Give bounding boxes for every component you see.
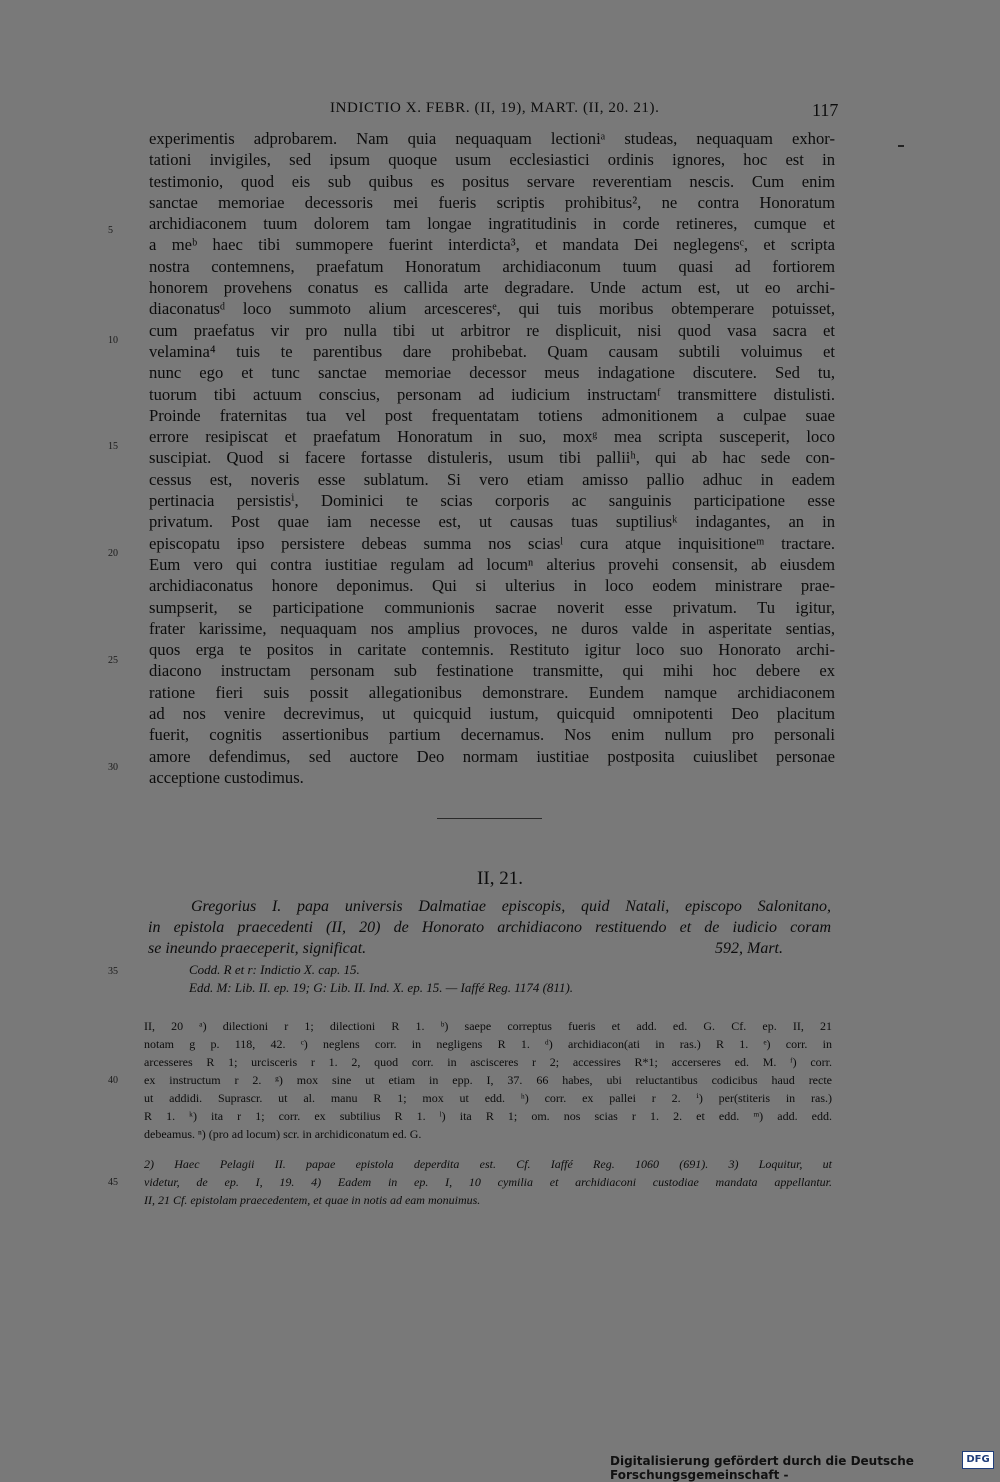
text-line: archidiaconem tuum dolorem tam longae ingratitudinis in corde retineres, cumque et	[149, 214, 835, 234]
summary-line: in epistola praecedenti (II, 20) de Honorato archidiacono restituendo et de iudicio coram	[148, 919, 831, 936]
dfg-logo: DFG	[962, 1451, 994, 1469]
running-title: INDICTIO X. FEBR. (II, 19), MART. (II, 20. 21).	[330, 100, 660, 116]
text-line: diacono instructam personam sub festinatione transmitte, qui mihi hoc debere ex	[149, 661, 835, 681]
text-line: acceptione custodimus.	[149, 767, 304, 787]
text-line: frater karissime, nequaquam nos amplius provoces, ne duros valde in asperitate sentias,	[149, 618, 835, 638]
text-line: diaconatusᵈ loco summoto alium arcesceresᵉ, qui tuis moribus obtemperare potuisset,	[149, 299, 835, 319]
text-line: ratione fieri suis possit allegationibus demonstrare. Eundem namque archidiaconem	[149, 682, 835, 702]
text-line: Proinde fraternitas tua vel post frequentatam totiens admonitionem a culpae suae	[149, 405, 835, 425]
apparatus-line: arcesseres R 1; urcisceris r 1. 2, quod corr. in ascisceres r 2; accessires R*1; accerseres ed. M. ᶠ) corr.	[144, 1055, 832, 1069]
text-line: sumpserit, se participatione communionis sacrae noverit esse privatum. Tu igitur,	[149, 597, 835, 617]
text-line: Eum vero qui contra iustitiae regulam ad locumⁿ alterius provehi consensit, ab eiusdem	[149, 554, 835, 574]
text-line: nunc ego et tunc sanctae memoriae decessor meus indagatione discutere. Sed tu,	[149, 363, 835, 383]
line-number: 40	[108, 1075, 118, 1086]
apparatus-line: ex instructum r 2. ᵍ) mox sine ut etiam in epp. I, 37. 66 habes, ubi reluctantibus codicibus haud recte	[144, 1073, 832, 1087]
footnote-line: videtur, de ep. I, 19. 4) Eadem in ep. I, 10 cymilia et archidiaconi custodiae mandata appellantur.	[144, 1175, 832, 1189]
text-line: amore defendimus, sed auctore Deo normam iustitiae postposita cuiuslibet personae	[149, 746, 835, 766]
summary-line: se ineundo praeceperit, significat.	[148, 940, 367, 957]
line-number: 15	[108, 441, 118, 452]
text-line: pertinacia persistisⁱ, Dominici te scias corporis ac sanguinis participatione esse	[149, 491, 835, 511]
main-text	[149, 128, 835, 788]
line-number: 10	[108, 335, 118, 346]
text-line: errore resipiscat et praefatum Honoratum in suo, moxᵍ mea scripta susceperit, loco	[149, 427, 835, 447]
letter-date: 592, Mart.	[715, 940, 783, 957]
footnote-line: II, 21 Cf. epistolam praecedentem, et quae in notis ad eam monuimus.	[144, 1193, 481, 1207]
text-line: a meᵇ haec tibi summopere fuerint interdicta³, et mandata Dei neglegensᶜ, et scripta	[149, 235, 835, 255]
page-number: 117	[812, 100, 839, 120]
line-number: 35	[108, 966, 118, 977]
text-line: privatum. Post quae iam necesse est, ut causas tuas suptiliusᵏ indagantes, an in	[149, 512, 835, 532]
line-number: 25	[108, 655, 118, 666]
text-line: suscipiat. Quod si facere fortasse distuleris, usum tibi palliiʰ, qui ab hac sede con-	[149, 448, 835, 468]
apparatus-line: debeamus. ⁿ) (pro ad locum) scr. in archidiconatum ed. G.	[144, 1127, 422, 1141]
summary-line: Gregorius I. papa universis Dalmatiae episcopis, quid Natali, episcopo Salonitano,	[191, 898, 831, 915]
footnote-line: 2) Haec Pelagii II. papae epistola deperdita est. Cf. Iaffé Reg. 1060 (691). 3) Loquitur, ut	[144, 1157, 832, 1171]
text-line: fuerit, cognitis assertionibus partium decernamus. Nos enim nullum pro personali	[149, 725, 835, 745]
apparatus-line: ut addidi. Suprascr. ut al. manu R 1; mox ut edd. ʰ) corr. ex pallei r 2. ⁱ) per(stiteris in ras.)	[144, 1091, 832, 1105]
text-line: experimentis adprobarem. Nam quia nequaquam lectioniᵃ studeas, nequaquam exhor-	[149, 129, 835, 148]
section-divider	[437, 818, 542, 819]
line-number: 30	[108, 762, 118, 773]
scan-mark	[898, 145, 904, 147]
section-summary	[148, 896, 831, 959]
apparatus-line: notam g p. 118, 42. ᶜ) neglens corr. in negligens R 1. ᵈ) archidiacon(ati in ras.) R 1. ᵉ) corr. in	[144, 1037, 832, 1051]
text-line: cessus est, noveris esse sublatum. Si vero etiam amisso pallio adhuc in eadem	[149, 469, 835, 489]
text-line: archidiaconatus honore deponimus. Qui si ulterius in loco eodem ministrare prae-	[149, 576, 835, 596]
summary-line-last	[148, 938, 831, 959]
text-line: sanctae memoriae decessoris mei fueris scriptis prohibitus², ne contra Honoratum	[149, 192, 835, 212]
text-line: nostra contemnens, praefatum Honoratum archidiaconum tuum quasi ad fortiorem	[149, 256, 835, 276]
codices-line: Codd. R et r: Indictio X. cap. 15.	[189, 962, 360, 977]
text-line: quos erga te positos in caritate contemnis. Restituto igitur loco suo Honorato archi-	[149, 640, 835, 660]
text-line: tuorum tibi actuum conscius, personam ad iudicium instructamᶠ transmittere distulisti.	[149, 384, 835, 404]
line-number: 5	[108, 225, 113, 236]
line-number: 45	[108, 1177, 118, 1188]
text-line: episcopatu ipso persistere debeas summa nos sciasˡ cura atque inquisitioneᵐ tractare.	[149, 533, 835, 553]
text-line: velamina⁴ tuis te parentibus dare prohibebat. Quam causam subtili voluimus et	[149, 341, 835, 361]
apparatus-line: II, 20 ᵃ) dilectioni r 1; dilectioni R 1. ᵇ) saepe correptus fueris et add. ed. G. Cf. ep. II, 21	[144, 1019, 832, 1033]
text-line: honorem provehens conatus es callida arte degradare. Unde actum est, ut eo archi-	[149, 278, 835, 298]
line-number: 20	[108, 548, 118, 559]
apparatus-line: R 1. ᵏ) ita r 1; corr. ex subtilius R 1. ˡ) ita R 1; om. nos scias r 1. 2. et edd. ᵐ) add. edd.	[144, 1109, 832, 1123]
section-title: II, 21.	[477, 868, 523, 889]
editions-line: Edd. M: Lib. II. ep. 19; G: Lib. II. Ind. X. ep. 15. — Iaffé Reg. 1174 (811).	[189, 980, 574, 995]
text-line: ad nos venire decrevimus, ut quicquid iustum, quicquid omnipotenti Deo placitum	[149, 704, 835, 724]
text-line: testimonio, quod eis sub quibus es positus servare reverentiam nescis. Cum enim	[149, 171, 835, 191]
text-line: cum praefatus vir pro nulla tibi ut arbitror re displicuit, nisi quod vasa sacra et	[149, 320, 835, 340]
text-line: tationi invigiles, sed ipsum quoque usum ecclesiastici ordinis ignores, hoc est in	[149, 150, 835, 170]
funding-credit: Digitalisierung gefördert durch die Deutsche Forschungsgemeinschaft -	[610, 1454, 914, 1482]
